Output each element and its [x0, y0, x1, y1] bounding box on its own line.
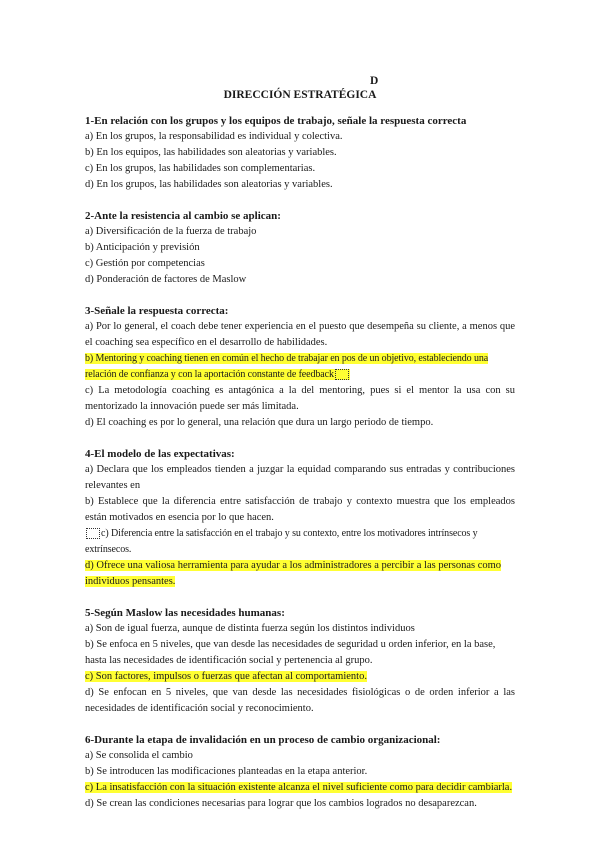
- question-title: 3-Señale la respuesta correcta:: [85, 305, 229, 317]
- option-b: b) Anticipación y previsión: [85, 242, 200, 253]
- option-d-highlighted: [85, 558, 515, 590]
- highlighted-answer: c) La insatisfacción con la situación existente alcanza el nivel suficiente como para decidir cambiarla.: [85, 782, 513, 793]
- highlighted-answer: c) Son factores, impulsos o fuerzas que afectan al comportamiento.: [85, 671, 367, 682]
- question-title: 5-Según Maslow las necesidades humanas:: [85, 607, 285, 619]
- option-a: a) Se consolida el cambio: [85, 750, 193, 761]
- question-2: [85, 208, 515, 288]
- option-b: b) Se introducen las modificaciones planteadas en la etapa anterior.: [85, 766, 368, 777]
- option-c: c) Gestión por competencias: [85, 258, 205, 269]
- option-d: d) Se crean las condiciones necesarias para lograr que los cambios logrados no desaparezcan.: [85, 798, 477, 809]
- page-title: DIRECCIÓN ESTRATÉGICA: [223, 89, 377, 101]
- option-c-text: c) Diferencia entre la satisfacción en el trabajo y su contexto, entre los motivadores intrínsecos y extrínsecos.: [85, 528, 478, 555]
- question-title: 2-Ante la resistencia al cambio se aplican:: [85, 210, 281, 222]
- option-d: d) Se enfocan en 5 niveles, que van desde las necesidades fisiológicas o de orden inferior a las necesidades de identificación social y reconocimiento.: [85, 687, 515, 714]
- unknown-glyph-icon: [86, 528, 100, 539]
- unknown-glyph-icon: [335, 369, 349, 380]
- option-a: a) En los grupos, la responsabilidad es individual y colectiva.: [85, 131, 343, 142]
- question-list: [85, 113, 515, 827]
- question-5: [85, 605, 515, 717]
- question-6: [85, 732, 515, 812]
- question-title: 6-Durante la etapa de invalidación en un proceso de cambio organizacional:: [85, 734, 441, 746]
- option-d: d) El coaching es por lo general, una relación que dura un largo periodo de tiempo.: [85, 417, 434, 428]
- question-title: 4-El modelo de las expectativas:: [85, 448, 235, 460]
- question-title: 1-En relación con los grupos y los equipos de trabajo, señale la respuesta correcta: [85, 115, 467, 127]
- option-a: a) Son de igual fuerza, aunque de distinta fuerza según los distintos individuos: [85, 623, 415, 634]
- option-c-highlighted: [85, 780, 515, 796]
- question-4: [85, 446, 515, 590]
- option-b: b) Se enfoca en 5 niveles, que van desde las necesidades de seguridad u orden inferior, en la base, hasta las necesidades de identificación social y pertenencia al grupo.: [85, 639, 496, 666]
- option-a: a) Declara que los empleados tienden a juzgar la equidad comparando sus entradas y contribuciones relevantes en: [85, 464, 515, 491]
- option-a: a) Por lo general, el coach debe tener experiencia en el puesto que desempeña su cliente, a menos que el coaching sea específico en el desarrollo de habilidades.: [85, 321, 515, 348]
- option-d: d) En los grupos, las habilidades son aleatorias y variables.: [85, 179, 333, 190]
- highlighted-answer: d) Ofrece una valiosa herramienta para ayudar a los administradores a percibir a las personas como individuos pensantes.: [85, 560, 502, 587]
- option-c: c) En los grupos, las habilidades son complementarias.: [85, 163, 316, 174]
- highlighted-answer: b) Mentoring y coaching tienen en común el hecho de trabajar en pos de un objetivo, estableciendo una relación de confianza y con la aportación constante de feedback: [85, 353, 489, 380]
- option-a: a) Diversificación de la fuerza de trabajo: [85, 226, 257, 237]
- question-3: [85, 303, 515, 431]
- option-b: b) En los equipos, las habilidades son aleatorias y variables.: [85, 147, 337, 158]
- option-d: d) Ponderación de factores de Maslow: [85, 274, 247, 285]
- question-1: [85, 113, 515, 193]
- option-c: c) La metodología coaching es antagónica a la del mentoring, pues si el mentor la usa con su mentorizado la innovación puede ser más limitada.: [85, 385, 515, 412]
- exam-version-letter: D: [370, 75, 379, 87]
- option-c-highlighted: [85, 669, 515, 685]
- option-c: [85, 526, 515, 558]
- option-b: b) Establece que la diferencia entre satisfacción de trabajo y contexto muestra que los empleados están motivados en esencia por lo que hacen.: [85, 496, 515, 523]
- option-b-highlighted: [85, 351, 515, 383]
